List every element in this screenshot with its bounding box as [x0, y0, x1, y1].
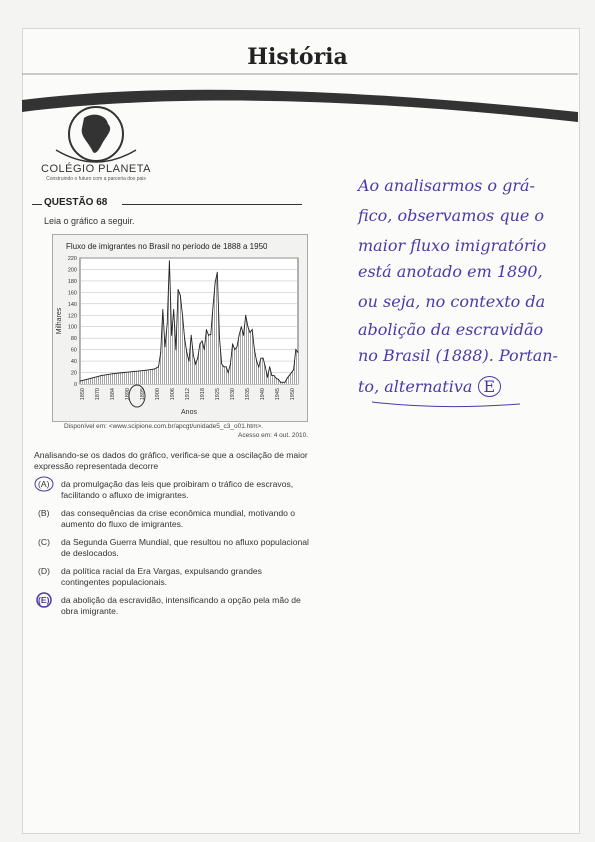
option-text-e: da abolição da escravidão, intensificando a opção pela mão de obra imigrante. [61, 595, 301, 616]
y-tick-label: 180 [67, 278, 77, 285]
option-text-d: da política racial da Era Vargas, expulsando grandes contingentes populacionais. [61, 566, 262, 587]
note-line-5: ou seja, no contexto da [358, 292, 546, 311]
x-tick-label: 1906 [170, 388, 176, 401]
x-axis-label: Anos [181, 409, 197, 416]
note-line-3: maior fluxo imigratório [358, 236, 547, 255]
chart-title: Fluxo de imigrantes no Brasil no período de 1888 a 1950 [66, 242, 268, 251]
question-lead: Leia o gráfico a seguir. [44, 216, 135, 226]
note-line-8-text: to, alternativa [358, 377, 473, 396]
option-text-b: das consequências da crise econômica mundial, motivando o aumento do fluxo de imigrantes. [61, 508, 296, 529]
option-text-a: da promulgação das leis que proibiram o tráfico de escravos, facilitando o afluxo de imigrantes. [61, 479, 294, 500]
y-axis-label: Milhares [56, 307, 63, 335]
option-b[interactable] [34, 508, 310, 530]
header-rule-right [122, 204, 302, 205]
school-name: COLÉGIO PLANETA [41, 163, 151, 175]
y-tick-label: 40 [70, 359, 77, 366]
option-d[interactable] [34, 566, 310, 588]
x-tick-label: 1912 [185, 388, 191, 401]
y-tick-label: 120 [67, 313, 77, 320]
page-title: História [247, 44, 348, 70]
answer-circled: E [478, 376, 502, 397]
y-tick-label: 100 [67, 324, 77, 331]
option-a[interactable] [34, 479, 310, 501]
option-letter-e: (E) [38, 595, 50, 605]
x-tick-label: 1870 [95, 388, 101, 401]
note-line-1: Ao analisarmos o grá- [358, 176, 535, 195]
option-letter-d: (D) [38, 566, 50, 576]
question-prompt: Analisando-se os dados do gráfico, verifica-se que a oscilação de maior expressão representada decorre [34, 450, 308, 471]
x-tick-label: 1945 [275, 388, 281, 401]
x-tick-label: 1940 [260, 388, 266, 401]
source-line-2: Acesso em: 4 out. 2010. [238, 432, 309, 439]
option-letter-b: (B) [38, 508, 50, 518]
question-header [32, 197, 302, 211]
option-letter-c: (C) [38, 537, 50, 547]
header-rule-left [32, 204, 42, 205]
note-line-8 [358, 376, 578, 397]
chart-frame [52, 234, 308, 422]
y-tick-label: 140 [67, 301, 77, 308]
note-line-2: fico, observamos que o [358, 206, 545, 225]
note-line-7: no Brasil (1888). Portan- [358, 346, 558, 365]
y-tick-label: 220 [67, 256, 77, 262]
y-tick-label: 0 [73, 382, 77, 388]
option-c[interactable] [34, 537, 310, 559]
y-tick-label: 80 [70, 336, 77, 343]
option-e[interactable] [34, 595, 310, 617]
x-tick-label: 1925 [215, 388, 221, 401]
school-tagline: Construindo o futuro com a parceria dos pais [46, 176, 146, 182]
y-tick-label: 200 [67, 267, 77, 274]
question-label: QUESTÃO 68 [44, 197, 108, 208]
y-tick-label: 160 [67, 290, 77, 297]
x-tick-label: 1895 [140, 388, 146, 401]
x-tick-label: 1935 [245, 388, 251, 401]
x-tick-label: 1850 [80, 388, 86, 401]
note-line-4: está anotado em 1890, [358, 262, 543, 281]
x-tick-label: 1884 [110, 388, 116, 401]
note-line-6: abolição da escravidão [358, 320, 544, 339]
x-tick-label: 1890 [125, 388, 131, 401]
option-letter-a: (A) [38, 479, 50, 489]
x-tick-label: 1930 [230, 388, 236, 401]
y-tick-label: 60 [70, 347, 77, 354]
y-tick-label: 20 [70, 370, 77, 377]
source-line-1: Disponível em: <www.scipione.com.br/apcgt/unidade5_c3_o01.htm>. [64, 423, 264, 430]
x-tick-label: 1950 [290, 388, 296, 401]
option-text-c: da Segunda Guerra Mundial, que resultou no afluxo populacional de deslocados. [61, 537, 309, 558]
x-tick-label: 1900 [155, 388, 161, 401]
x-tick-label: 1918 [200, 388, 206, 401]
